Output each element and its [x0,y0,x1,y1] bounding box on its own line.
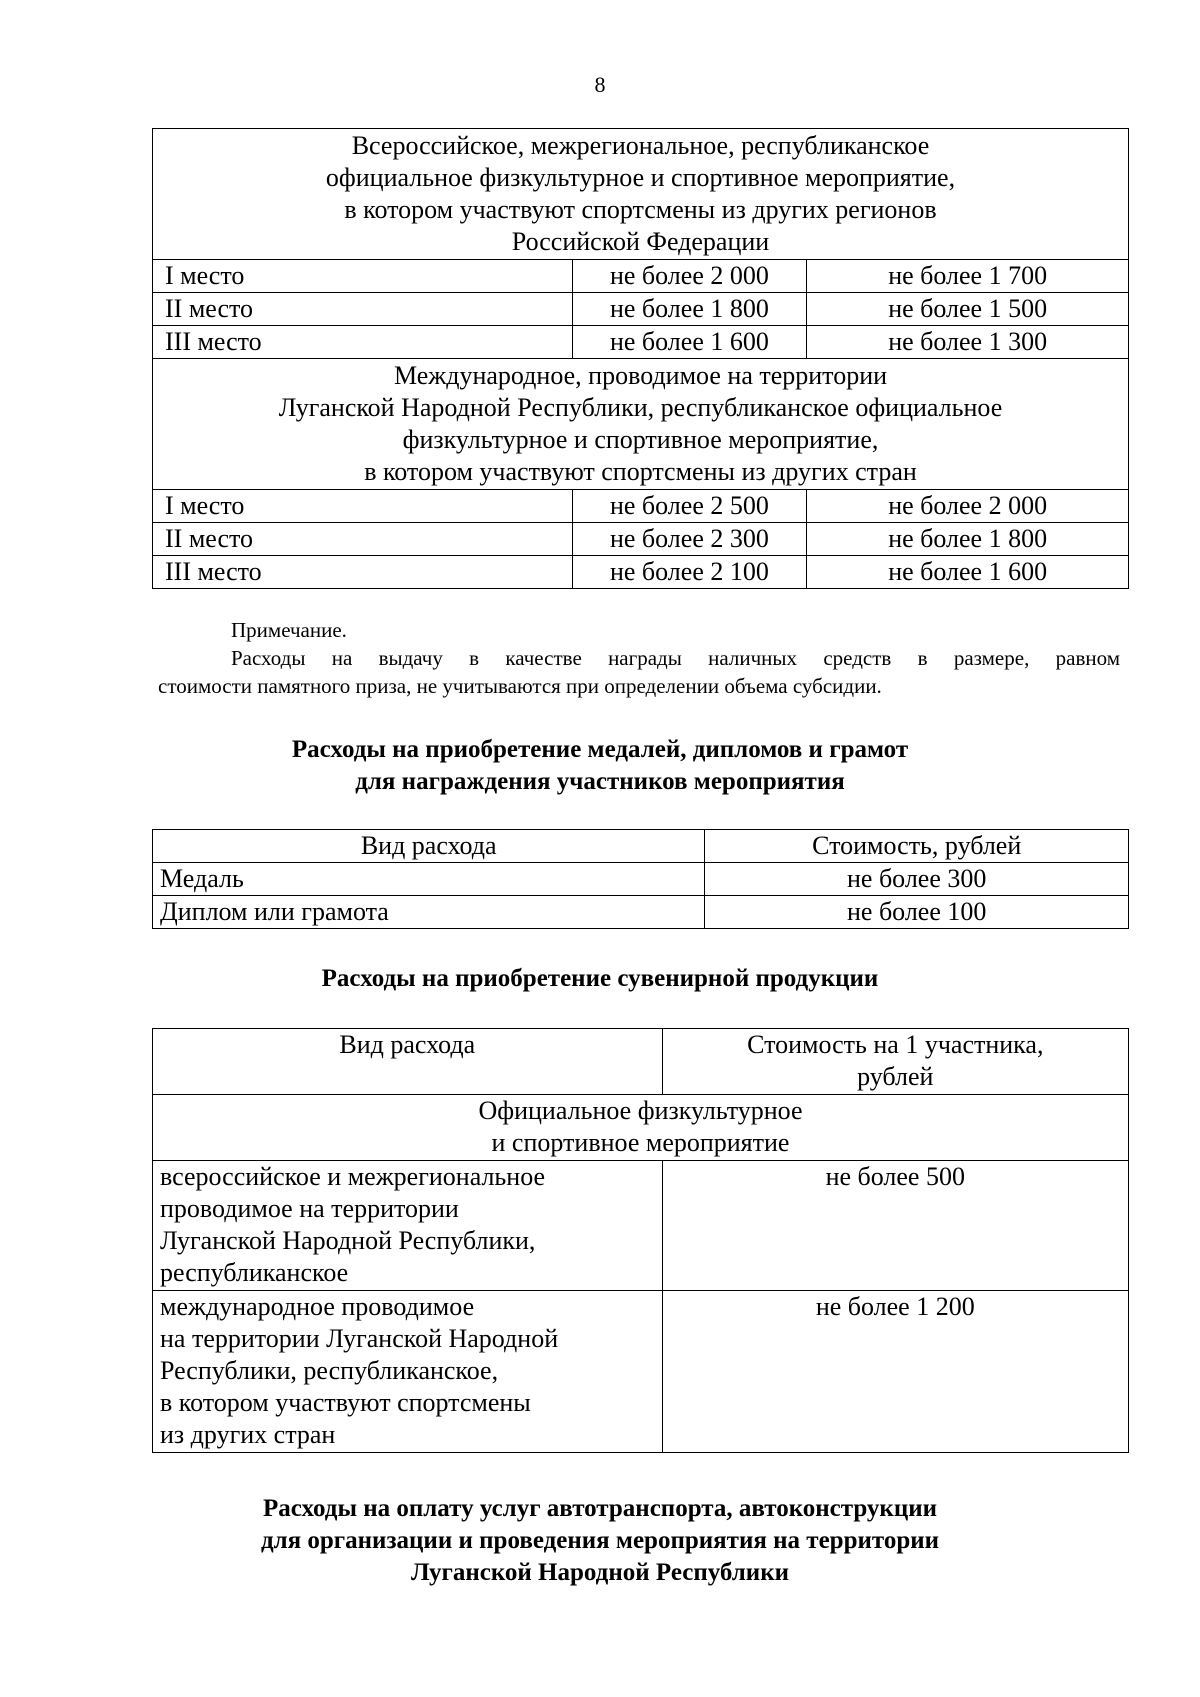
value-cell: не более 100 [705,896,1129,929]
value-cell: не более 2 300 [572,523,807,556]
page-number: 8 [594,72,606,97]
section-title-cell [153,359,1129,490]
value-cell: не более 2 100 [572,556,807,589]
table-section-header [153,129,1129,260]
place-cell: II место [153,523,573,556]
souvenirs-table [152,1028,1129,1453]
column-header-line: Стоимость на 1 участника, [747,1030,1044,1059]
value-cell: не более 1 500 [807,293,1129,326]
value-cell: не более 2 000 [807,490,1129,523]
expense-name-cell: Диплом или грамота [153,896,705,929]
cell-line: из других стран [160,1420,336,1449]
heading-line: Расходы на оплату услуг автотранспорта, автоконструкции [262,1495,938,1522]
place-cell: III место [153,326,573,359]
section-title-line: в котором участвуют спортсмены из других регионов [344,195,937,224]
value-cell: не более 300 [705,863,1129,896]
table-row [153,293,1129,326]
section-heading [0,734,1200,798]
heading-line: для организации и проведения мероприятия на территории [260,1527,940,1554]
value-cell: не более 2 500 [572,490,807,523]
column-header: Вид расхода [153,830,705,863]
table-row [153,260,1129,293]
table-section-header [153,359,1129,490]
cell-line: в котором участвуют спортсмены [160,1388,531,1417]
table-row [153,326,1129,359]
value-cell: не более 1 200 [662,1291,1128,1453]
cell-line: Республики, республиканское, [160,1356,499,1385]
table-header-row [153,830,1129,863]
heading-line: Расходы на приобретение медалей, дипломов и грамот [291,736,909,763]
note-text-line: Расходы на выдачу в качестве награды наличных средств в размере, равном [231,646,1120,670]
table-header-row [153,1029,1129,1095]
prize-table [152,128,1129,589]
table-row [153,1291,1129,1453]
column-header: Вид расхода [153,1029,663,1095]
heading-line: Луганской Народной Республики [410,1559,790,1586]
section-title-cell [153,129,1129,260]
expense-name-cell [153,1161,663,1291]
value-cell: не более 1 300 [807,326,1129,359]
cell-line: всероссийское и межрегиональное [160,1162,546,1191]
table-row [153,1161,1129,1291]
value-cell: не более 2 000 [572,260,807,293]
value-cell: не более 1 600 [572,326,807,359]
column-header-line: рублей [857,1062,934,1091]
heading-line: для награждения участников мероприятия [355,768,845,795]
subheader-line: Официальное физкультурное [478,1096,803,1125]
section-heading [0,1493,1200,1589]
value-cell: не более 500 [662,1161,1128,1291]
section-title-line: Международное, проводимое на территории [393,361,888,390]
place-cell: I место [153,260,573,293]
table-row [153,863,1129,896]
subheader-cell [153,1095,1129,1161]
table-section-header [153,1095,1129,1161]
expense-name-cell: Медаль [153,863,705,896]
place-cell: I место [153,490,573,523]
table-row [153,556,1129,589]
column-header [662,1029,1128,1095]
section-heading: Расходы на приобретение сувенирной продукции [321,965,879,992]
cell-line: международное проводимое [160,1292,475,1321]
cell-line: на территории Луганской Народной [160,1324,559,1353]
value-cell: не более 1 700 [807,260,1129,293]
value-cell: не более 1 600 [807,556,1129,589]
expense-name-cell [153,1291,663,1453]
section-title-line: Российской Федерации [511,227,770,256]
section-title-line: физкультурное и спортивное мероприятие, [402,425,879,454]
value-cell: не более 1 800 [807,523,1129,556]
section-title-line: в котором участвуют спортсмены из других стран [364,457,917,486]
section-title-line: официальное физкультурное и спортивное мероприятие, [325,163,956,192]
note-label: Примечание. [231,618,347,642]
cell-line: проводимое на территории [160,1194,459,1223]
subheader-line: и спортивное мероприятие [491,1128,790,1157]
place-cell: II место [153,293,573,326]
table-row [153,523,1129,556]
section-title-line: Всероссийское, межрегиональное, республиканское [351,131,930,160]
cell-line: Луганской Народной Республики, [160,1226,536,1255]
medals-table [152,829,1129,929]
note-text-line: стоимости памятного приза, не учитываются при определении объема субсидии. [158,674,882,698]
table-row [153,896,1129,929]
column-header: Стоимость, рублей [705,830,1129,863]
place-cell: III место [153,556,573,589]
cell-line: республиканское [160,1258,349,1287]
section-title-line: Луганской Народной Республики, республиканское официальное [278,393,1003,422]
table-row [153,490,1129,523]
value-cell: не более 1 800 [572,293,807,326]
